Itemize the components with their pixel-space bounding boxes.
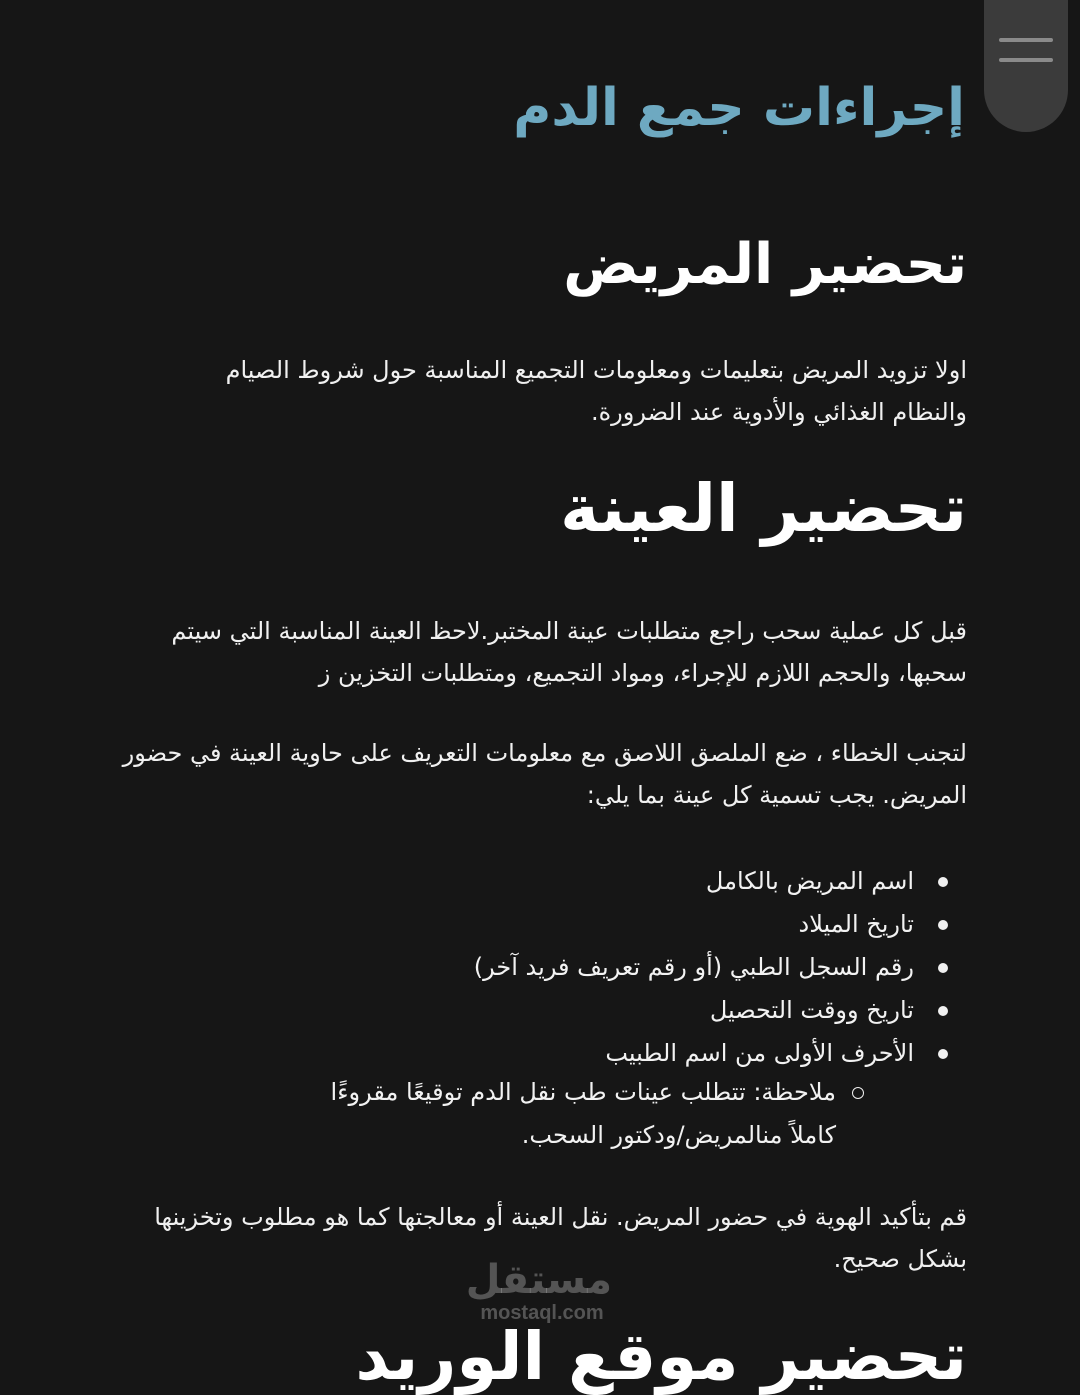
page-title: إجراءات جمع الدم [513,78,965,138]
section-heading-sample-prep: تحضير العينة [560,470,967,547]
patient-prep-text: اولا تزويد المريض بتعليمات ومعلومات التجميع المناسبة حول شروط الصيام والنظام الغذائي والأدوية عند الضرورة. [225,356,967,426]
bullet-icon [938,920,948,930]
list-item: تاريخ ووقت التحصيل [474,989,932,1032]
bullet-icon [938,963,948,973]
hamburger-menu-icon [999,38,1053,42]
bullet-icon [938,1006,948,1016]
label-requirements-list [474,860,932,1075]
list-item: رقم السجل الطبي (أو رقم تعريف فريد آخر) [474,946,932,989]
watermark-latin: mostaql.com [480,1302,604,1324]
list-item: تاريخ الميلاد [474,903,932,946]
transfusion-note: ملاحظة: تتطلب عينات طب نقل الدم توقيعًا مقروءًا كاملاً منالمريض/ودكتور السحب. [296,1071,836,1157]
bullet-icon [938,877,948,887]
sample-prep-paragraph-3: قم بتأكيد الهوية في حضور المريض. نقل العينة أو معالجتها كما هو مطلوب وتخزينها بشكل صحيح. [154,1203,967,1273]
watermark-arabic: مستقل [465,1257,612,1303]
bullet-icon [938,1049,948,1059]
list-item: اسم المريض بالكامل [474,860,932,903]
hamburger-menu-icon-line [999,58,1053,62]
section-heading-vein-site: تحضير موقع الوريد [355,1318,967,1395]
sample-prep-paragraph-1: قبل كل عملية سحب راجع متطلبات عينة المختبر.لاحظ العينة المناسبة التي سيتم سحبها، والحجم اللازم للإجراء، ومواد التجميع، ومتطلبات التخزين ز [171,617,967,687]
menu-button[interactable] [984,0,1068,132]
mostaql-watermark-logo [465,1257,612,1324]
section-heading-patient-prep: تحضير المريض [563,232,967,297]
sub-bullet-icon [852,1087,864,1099]
sample-prep-paragraph-2: لتجنب الخطاء ، ضع الملصق اللاصق مع معلومات التعريف على حاوية العينة في حضور المريض. يجب تسمية كل عينة بما يلي: [122,739,967,809]
list-item: الأحرف الأولى من اسم الطبيب [474,1032,932,1075]
